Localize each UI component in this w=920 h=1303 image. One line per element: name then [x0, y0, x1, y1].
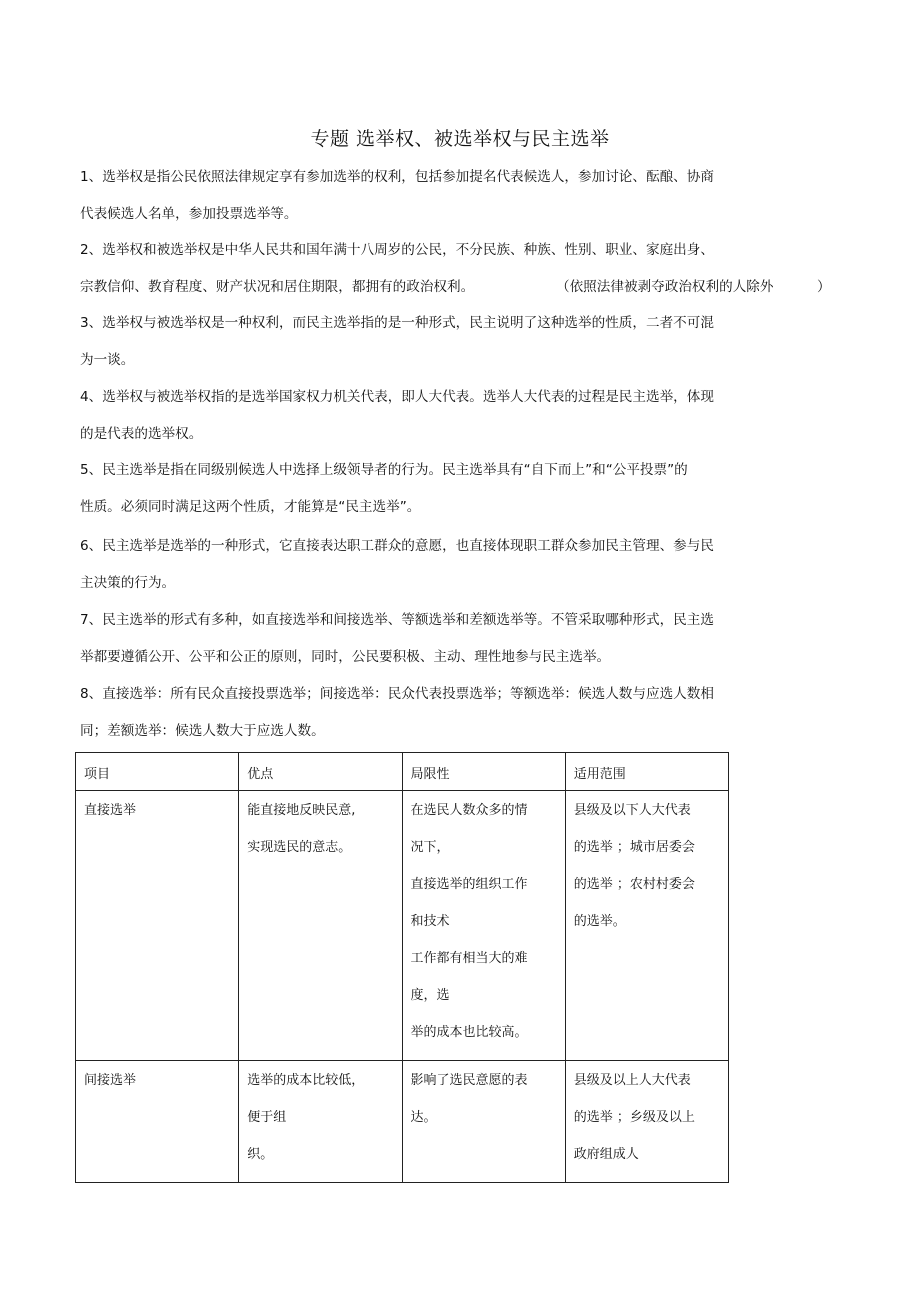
paragraph-line: 6、民主选举是选举的一种形式，它直接表达职工群众的意愿，也直接体现职工群众参加民主管理、参与民	[80, 538, 714, 554]
table-cell	[402, 1061, 565, 1183]
election-comparison-table	[75, 752, 729, 1183]
cell-line: 的选举 ；城市居委会	[573, 840, 695, 855]
page-title: 专题 选举权、被选举权与民主选举	[310, 128, 610, 150]
cell-line: 度，选	[410, 988, 450, 1003]
table-cell	[565, 1061, 728, 1183]
header-cell: 优点	[239, 753, 402, 791]
table-cell	[239, 1061, 402, 1183]
cell-line: 的选举。	[573, 914, 626, 929]
header-cell: 项目	[76, 753, 239, 791]
paragraph-line: 4、选举权与被选举权指的是选举国家权力机关代表，即人大代表。选举人大代表的过程是民主选举，体现	[80, 389, 714, 405]
paragraph-line: 5、民主选举是指在同级别候选人中选择上级领导者的行为。民主选举具有“自下而上”和“公平投票”的	[80, 462, 688, 478]
cell-line: 的选举 ；乡级及以上	[573, 1110, 695, 1125]
paragraph-2	[80, 239, 831, 312]
table-row	[76, 1061, 729, 1183]
paragraph-8	[80, 683, 800, 756]
paragraph-line	[80, 276, 831, 313]
paragraph-text: 宗教信仰、教育程度、财产状况和居住期限，都拥有的政治权利。	[80, 278, 475, 295]
table-row	[76, 791, 729, 1061]
paragraph-line: 3、选举权与被选举权是一种权利，而民主选举指的是一种形式，民主说明了这种选举的性质，二者不可混	[80, 315, 714, 331]
cell-line: 达。	[410, 1110, 437, 1125]
cell-line: 间接选举	[84, 1073, 137, 1088]
paragraph-line: 1、选举权是指公民依照法律规定享有参加选举的权利，包括参加提名代表候选人，参加讨论、酝酿、协商	[80, 169, 714, 185]
cell-line: 政府组成人	[573, 1147, 639, 1162]
paragraph-4	[80, 386, 800, 459]
cell-line: 工作都有相当大的难	[410, 951, 528, 966]
table-cell	[76, 791, 239, 1061]
paragraph-1	[80, 166, 800, 239]
table-cell	[402, 791, 565, 1061]
header-cell: 适用范围	[565, 753, 728, 791]
cell-line: 在选民人数众多的情	[410, 803, 528, 818]
table-cell	[565, 791, 728, 1061]
cell-line: 况下，	[410, 840, 450, 855]
paragraph-line: 8、直接选举：所有民众直接投票选举；间接选举：民众代表投票选举；等额选举：候选人数与应选人数相	[80, 686, 714, 702]
cell-line: 织。	[247, 1147, 274, 1162]
cell-line: 直接选举的组织工作	[410, 877, 528, 892]
paragraph-line: 代表候选人名单，参加投票选举等。	[80, 205, 298, 222]
paragraph-line: 的是代表的选举权。	[80, 425, 203, 442]
paragraph-5	[80, 459, 800, 532]
cell-line: 能直接地反映民意,	[247, 803, 356, 818]
cell-line: 的选举 ；农村村委会	[573, 877, 695, 892]
cell-line: 影响了选民意愿的表	[410, 1073, 528, 1088]
paragraph-6	[80, 535, 800, 608]
paragraph-line: 为一谈。	[80, 351, 135, 368]
paragraph-line: 2、选举权和被选举权是中华人民共和国年满十八周岁的公民，不分民族、种族、性别、职业、家庭出身、	[80, 242, 714, 258]
cell-line: 县级及以下人大代表	[573, 803, 691, 818]
exception-note: （依照法律被剥夺政治权利的人除外	[556, 278, 774, 295]
cell-line: 实现选民的意志。	[247, 840, 352, 855]
table-cell	[76, 1061, 239, 1183]
cell-line: 直接选举	[84, 803, 137, 818]
cell-line: 便于组	[247, 1110, 287, 1125]
closing-paren: ）	[817, 278, 831, 295]
header-cell: 局限性	[402, 753, 565, 791]
table-cell	[239, 791, 402, 1061]
cell-line: 县级及以上人大代表	[573, 1073, 691, 1088]
paragraph-line: 性质。必须同时满足这两个性质，才能算是“民主选举”。	[80, 498, 421, 515]
paragraph-7	[80, 609, 800, 682]
paragraph-3	[80, 312, 800, 385]
paragraph-line: 主决策的行为。	[80, 574, 176, 591]
cell-line: 选举的成本比较低，	[247, 1073, 365, 1088]
cell-line: 举的成本也比较高。	[410, 1025, 528, 1040]
cell-line: 和技术	[410, 914, 450, 929]
paragraph-line: 举都要遵循公开、公平和公正的原则，同时，公民要积极、主动、理性地参与民主选举。	[80, 648, 611, 665]
paragraph-line: 同；差额选举：候选人数大于应选人数。	[80, 722, 325, 739]
table-header-row	[76, 753, 729, 791]
paragraph-line: 7、民主选举的形式有多种，如直接选举和间接选举、等额选举和差额选举等。不管采取哪种形式，民主选	[80, 612, 714, 628]
